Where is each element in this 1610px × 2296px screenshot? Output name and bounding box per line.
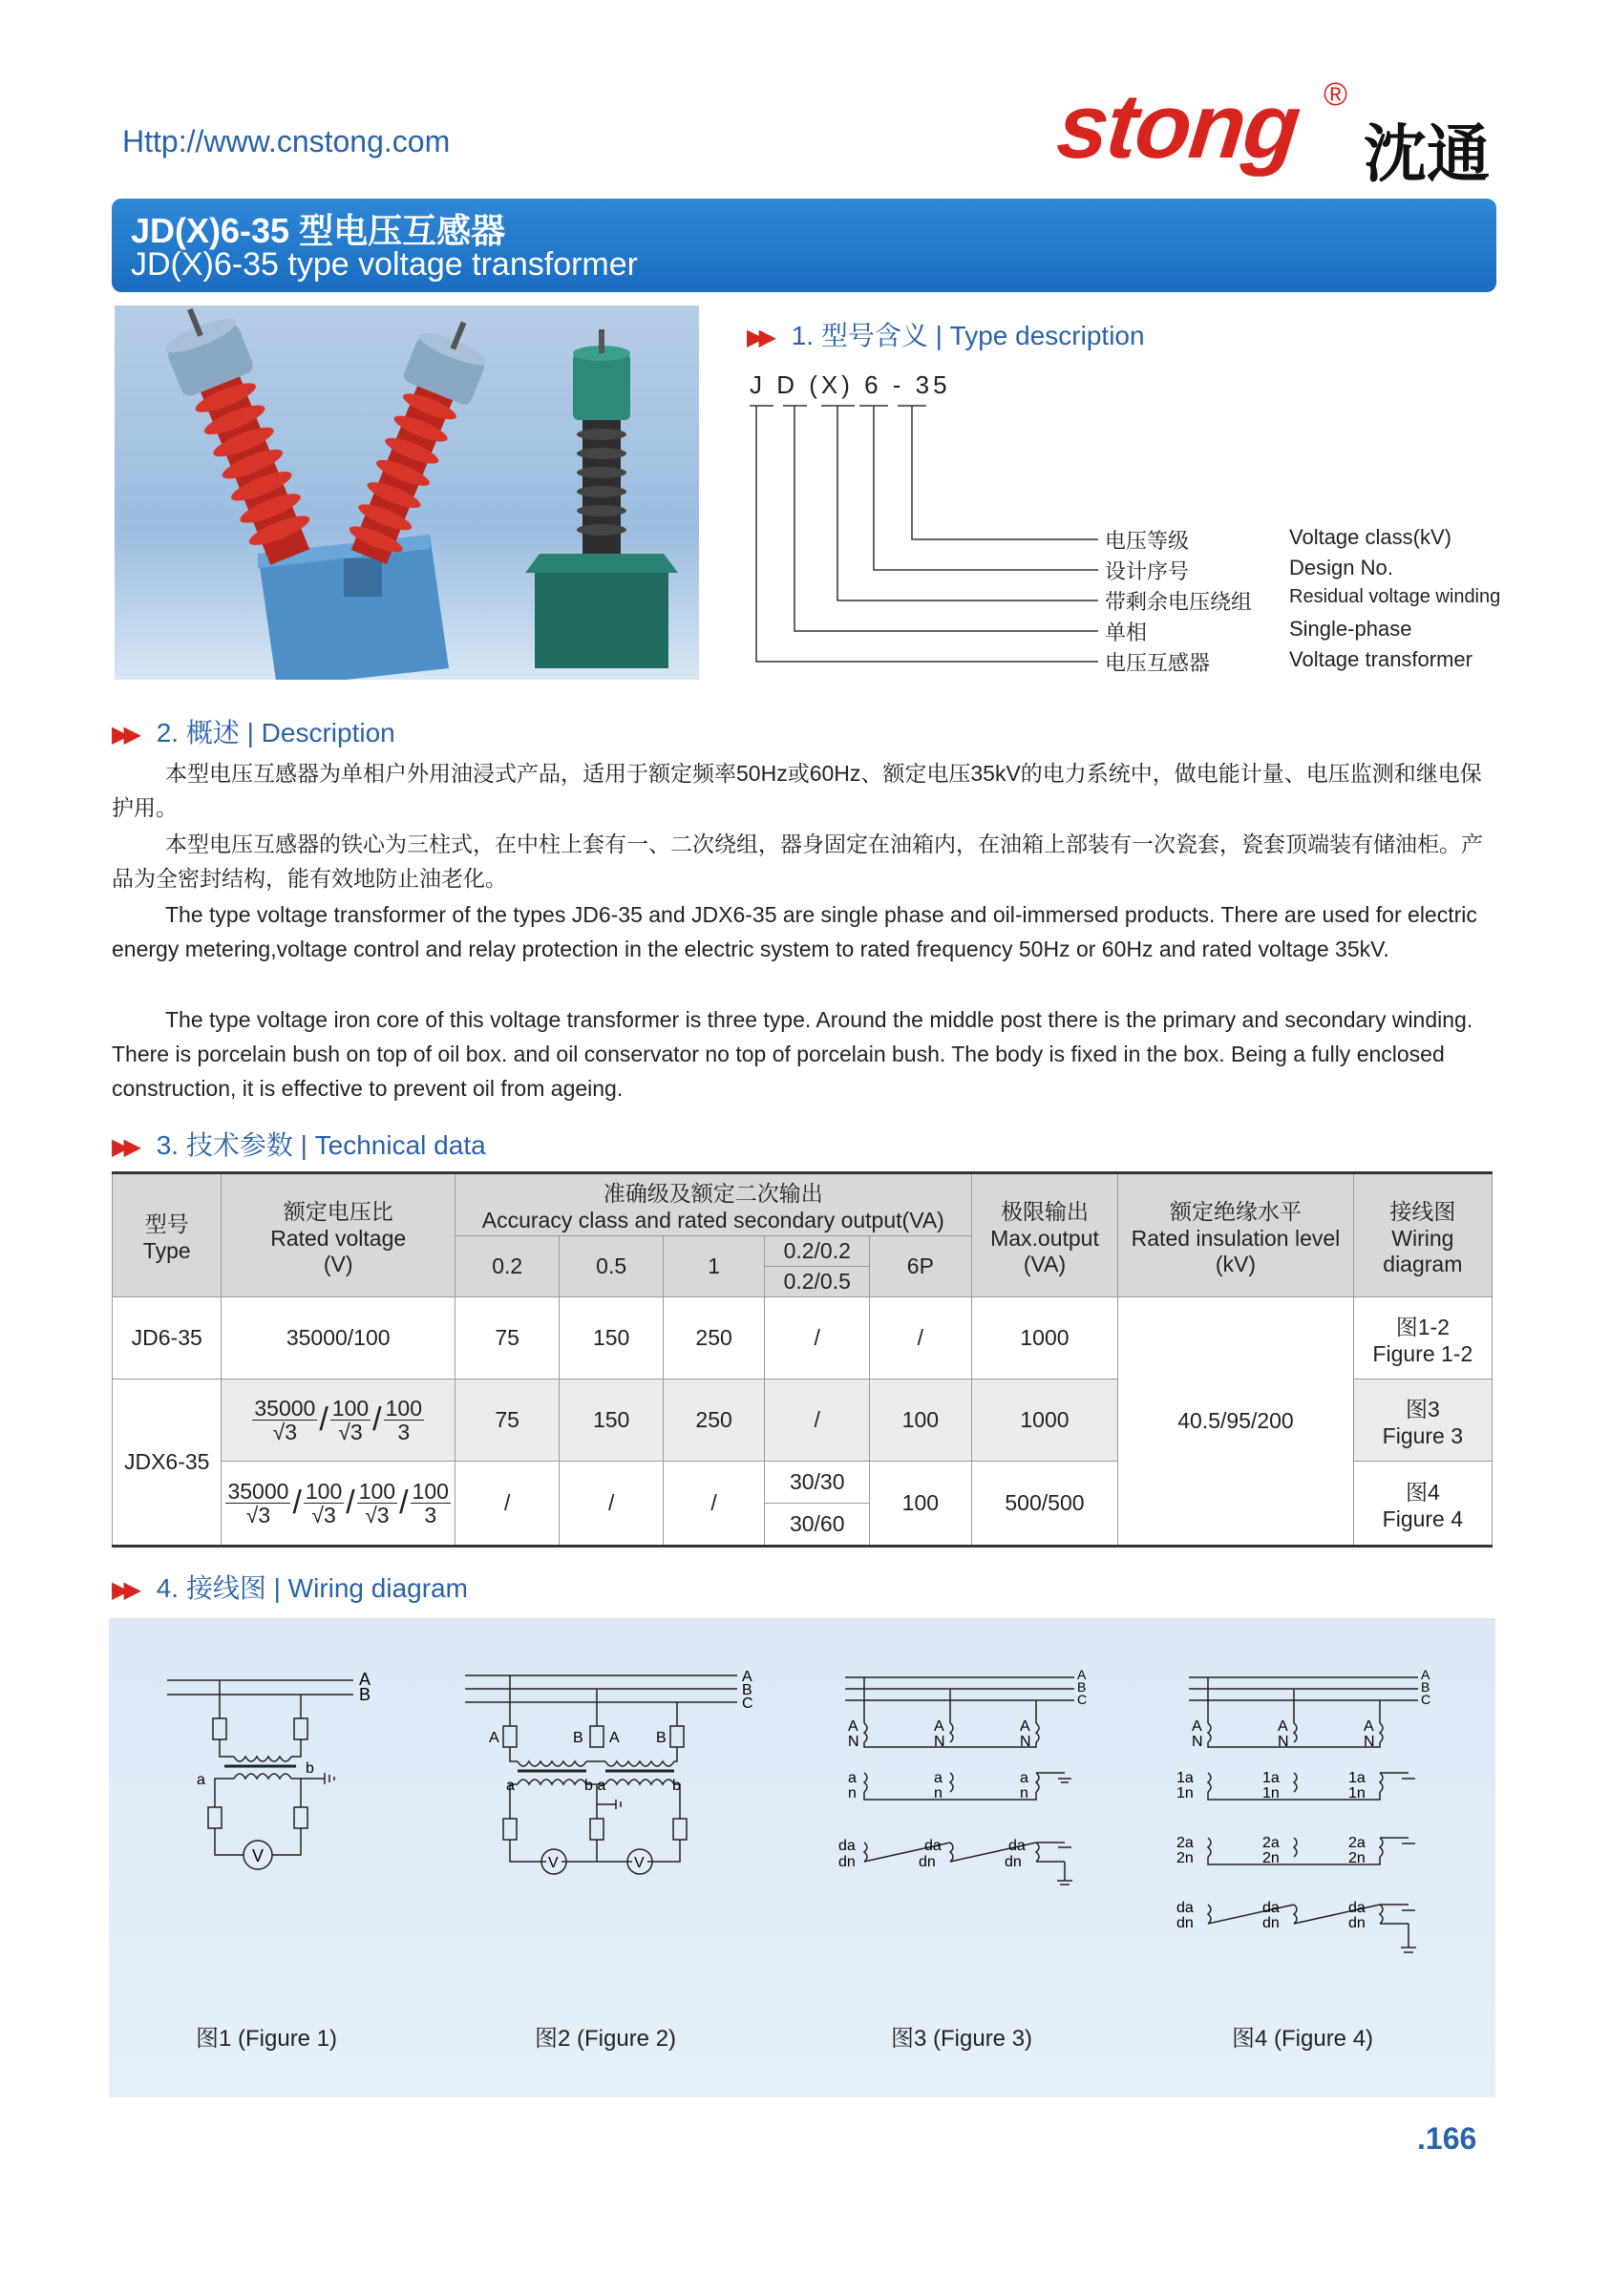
svg-text:A: A — [742, 1669, 752, 1685]
section2-heading: ▶▶ 2. 概述 | Description — [112, 718, 395, 748]
svg-text:a: a — [506, 1778, 515, 1794]
title-cn: JD(X)6-35 型电压互感器 — [131, 211, 506, 250]
type-code-leader-lines — [745, 401, 1108, 678]
svg-text:dn: dn — [1348, 1915, 1366, 1931]
svg-text:dn: dn — [1005, 1854, 1022, 1870]
cell-c02: 75 — [455, 1380, 560, 1462]
brand-logo-cn: 沈通 — [1364, 117, 1490, 191]
svg-text:1a: 1a — [1348, 1770, 1366, 1786]
product-photo — [115, 305, 699, 680]
cell-c05: 150 — [560, 1297, 663, 1380]
svg-text:dn: dn — [1262, 1915, 1280, 1931]
figure-2-caption: 图2 (Figure 2) — [535, 2026, 677, 2052]
wiring-figure-4 — [1165, 1666, 1461, 1981]
cell-c02x: / — [765, 1380, 870, 1462]
svg-text:n: n — [1020, 1785, 1028, 1801]
svg-text:N: N — [1020, 1734, 1031, 1750]
title-banner — [112, 199, 1496, 292]
svg-text:2a: 2a — [1262, 1835, 1280, 1851]
figure-1-caption: 图1 (Figure 1) — [196, 2026, 338, 2052]
svg-text:V: V — [548, 1855, 559, 1871]
wiring-figure-2 — [460, 1666, 766, 1905]
cell-type: JD6-35 — [113, 1297, 222, 1380]
svg-text:n: n — [848, 1785, 857, 1801]
cell-max: 500/500 — [971, 1462, 1118, 1547]
svg-text:n: n — [934, 1785, 943, 1801]
cell-max: 1000 — [971, 1297, 1118, 1380]
svg-text:b: b — [672, 1778, 681, 1794]
cell-wiring: 图3 Figure 3 — [1353, 1380, 1492, 1462]
svg-text:B: B — [359, 1685, 371, 1704]
header-type: 型号 Type — [113, 1173, 222, 1297]
header-c6p: 6P — [870, 1236, 972, 1297]
header-accuracy: 准确级及额定二次输出 Accuracy class and rated secondary output(VA) — [455, 1173, 971, 1236]
label-en-voltage-class: Voltage class(kV) — [1289, 525, 1451, 549]
svg-text:da: da — [924, 1838, 942, 1854]
label-en-design-no: Design No. — [1289, 556, 1393, 579]
svg-text:da: da — [1176, 1900, 1194, 1916]
description-para-cn-1: 本型电压互感器为单相户外用油浸式产品，适用于额定频率50Hz或60Hz、额定电压35kV的电力系统中，做电能计量、电压监测和继电保护用。 — [112, 761, 1482, 820]
website-url[interactable]: Http://www.cnstong.com — [122, 124, 451, 158]
section1-arrow-icon: ▶▶ — [747, 325, 771, 350]
cell-ratio: 35000/100 — [222, 1297, 455, 1380]
svg-text:A: A — [848, 1718, 858, 1735]
svg-text:2n: 2n — [1348, 1850, 1366, 1866]
cell-c1: 250 — [663, 1297, 765, 1380]
svg-text:A: A — [1192, 1718, 1202, 1735]
label-cn-voltage-class: 电压等级 — [1105, 529, 1190, 553]
page-number: .166 — [1417, 2121, 1477, 2156]
svg-text:A: A — [1421, 1667, 1430, 1682]
label-en-residual: Residual voltage winding — [1289, 586, 1501, 607]
cell-wiring: 图4 Figure 4 — [1353, 1462, 1492, 1547]
technical-data-table — [112, 1171, 1493, 1548]
cell-c1: 250 — [663, 1380, 765, 1462]
header-ratio: 额定电压比 Rated voltage (V) — [222, 1173, 455, 1297]
svg-text:2n: 2n — [1262, 1850, 1280, 1866]
svg-text:B: B — [1077, 1679, 1087, 1695]
svg-text:B: B — [742, 1682, 752, 1698]
header-wiring: 接线图 Wiring diagram — [1353, 1173, 1492, 1297]
svg-text:a: a — [934, 1770, 943, 1786]
svg-text:A: A — [1077, 1667, 1087, 1682]
label-en-vt: Voltage transformer — [1289, 647, 1472, 671]
section1-heading: ▶▶ 1. 型号含义 | Type description — [747, 321, 1145, 350]
type-code: J D (X) 6 - 35 — [750, 370, 951, 399]
label-cn-residual: 带剩余电压绕组 — [1105, 590, 1253, 614]
cell-c6p: 100 — [870, 1462, 972, 1547]
svg-text:da: da — [1262, 1900, 1280, 1916]
figure-3-caption: 图3 (Figure 3) — [891, 2026, 1033, 2052]
label-cn-vt: 电压互感器 — [1105, 651, 1211, 675]
svg-text:1n: 1n — [1176, 1785, 1194, 1801]
svg-text:A: A — [489, 1730, 499, 1746]
header-c0205: 0.2/0.5 — [765, 1267, 870, 1297]
svg-text:A: A — [609, 1730, 620, 1746]
registered-mark: ® — [1324, 76, 1348, 113]
svg-text:1n: 1n — [1262, 1785, 1280, 1801]
svg-text:N: N — [1278, 1734, 1289, 1750]
cell-ratio-fraction: $\frac{35000}{√3}$ / $\frac{100}{√3}$ / $\frac{100}{√3}$ / $\frac{100}{3}$ — [222, 1462, 455, 1547]
section3-arrow-icon: ▶▶ — [112, 1134, 136, 1160]
cell-c02x-split: 30/30 30/60 — [765, 1462, 870, 1547]
section4-heading: ▶▶ 4. 接线图 | Wiring diagram — [112, 1573, 468, 1603]
header-c05: 0.5 — [560, 1236, 663, 1297]
wiring-figure-3 — [831, 1666, 1108, 1905]
description-para-en-2: The type voltage iron core of this voltage transformer is three type. Around the middle post there is the primary and secondary winding. There is porcelain bush on top of oil box. and oil conservator no top of porcelain bush. The body is fixed in the box. Being a fully enclosed construction, it is effective to prevent oil from ageing. — [112, 1007, 1473, 1101]
cell-c1: / — [663, 1462, 765, 1547]
cell-c02x: / — [765, 1297, 870, 1380]
section4-arrow-icon: ▶▶ — [112, 1577, 136, 1603]
header-insulation: 额定绝缘水平 Rated insulation level (kV) — [1118, 1173, 1353, 1297]
svg-text:2a: 2a — [1348, 1835, 1366, 1851]
header-max-output: 极限输出 Max.output (VA) — [971, 1173, 1118, 1297]
cell-wiring: 图1-2 Figure 1-2 — [1353, 1297, 1492, 1380]
section2-arrow-icon: ▶▶ — [112, 722, 136, 748]
label-cn-design-no: 设计序号 — [1105, 559, 1190, 583]
svg-text:dn: dn — [1176, 1915, 1194, 1931]
svg-text:da: da — [1008, 1838, 1026, 1854]
svg-text:B: B — [1421, 1679, 1430, 1695]
svg-text:a: a — [197, 1772, 205, 1788]
svg-text:dn: dn — [919, 1854, 936, 1870]
svg-text:C: C — [1077, 1692, 1088, 1707]
svg-text:b: b — [306, 1760, 314, 1777]
svg-text:C: C — [1421, 1692, 1431, 1707]
cell-c05: / — [560, 1462, 663, 1547]
svg-text:1a: 1a — [1262, 1770, 1280, 1786]
svg-text:V: V — [634, 1855, 645, 1871]
svg-text:A: A — [1278, 1718, 1288, 1735]
svg-text:B: B — [573, 1730, 583, 1746]
cell-type: JDX6-35 — [113, 1380, 222, 1547]
cell-c6p: / — [870, 1297, 972, 1380]
cell-c02: 75 — [455, 1297, 560, 1380]
svg-text:N: N — [848, 1734, 859, 1750]
label-cn-single-phase: 单相 — [1105, 621, 1148, 644]
label-en-single-phase: Single-phase — [1289, 617, 1412, 641]
svg-text:dn: dn — [838, 1854, 856, 1870]
svg-text:B: B — [656, 1730, 667, 1746]
svg-text:a: a — [848, 1770, 857, 1786]
svg-text:2a: 2a — [1176, 1835, 1194, 1851]
header-c1: 1 — [663, 1236, 765, 1297]
svg-text:A: A — [1364, 1718, 1374, 1735]
svg-text:2n: 2n — [1176, 1850, 1194, 1866]
svg-text:da: da — [838, 1838, 856, 1854]
svg-text:A: A — [934, 1718, 944, 1735]
table-row — [113, 1297, 1493, 1380]
cell-ratio-fraction: $\frac{35000}{√3}$ / $\frac{100}{√3}$ / $\frac{100}{3}$ — [222, 1380, 455, 1462]
svg-text:A: A — [1020, 1718, 1030, 1735]
svg-text:A: A — [359, 1670, 371, 1689]
svg-text:1a: 1a — [1176, 1770, 1194, 1786]
transformer-illustration — [115, 305, 699, 680]
cell-c02: / — [455, 1462, 560, 1547]
title-en: JD(X)6-35 type voltage transformer — [131, 246, 638, 283]
description-para-en-1: The type voltage transformer of the types JD6-35 and JDX6-35 are single phase and oil-immersed products. There are used for electric energy metering,voltage control and relay protection in the electric system to rated frequency 50Hz or 60Hz and rated voltage 35kV. — [112, 902, 1477, 961]
section3-heading: ▶▶ 3. 技术参数 | Technical data — [112, 1130, 486, 1160]
wiring-figure-1 — [162, 1666, 392, 1885]
header-c02: 0.2 — [455, 1236, 560, 1297]
description-para-cn-2: 本型电压互感器的铁心为三柱式，在中柱上套有一、二次绕组，器身固定在油箱内，在油箱上部装有一次瓷套，瓷套顶端装有储油柜。产品为全密封结构，能有效地防止油老化。 — [112, 832, 1483, 891]
svg-text:a: a — [1020, 1770, 1028, 1786]
cell-c6p: 100 — [870, 1380, 972, 1462]
brand-logo-word: stong — [1052, 75, 1303, 178]
svg-text:1n: 1n — [1348, 1785, 1366, 1801]
svg-text:V: V — [252, 1846, 265, 1865]
svg-text:N: N — [934, 1734, 945, 1750]
header-c0202: 0.2/0.2 — [765, 1236, 870, 1267]
svg-text:N: N — [1192, 1734, 1203, 1750]
svg-text:da: da — [1348, 1900, 1366, 1916]
cell-max: 1000 — [971, 1380, 1118, 1462]
cell-c05: 150 — [560, 1380, 663, 1462]
figure-4-caption: 图4 (Figure 4) — [1232, 2026, 1374, 2052]
svg-text:b a: b a — [584, 1778, 606, 1794]
svg-text:C: C — [742, 1696, 753, 1712]
svg-text:N: N — [1364, 1734, 1375, 1750]
cell-insulation: 40.5/95/200 — [1118, 1297, 1353, 1547]
